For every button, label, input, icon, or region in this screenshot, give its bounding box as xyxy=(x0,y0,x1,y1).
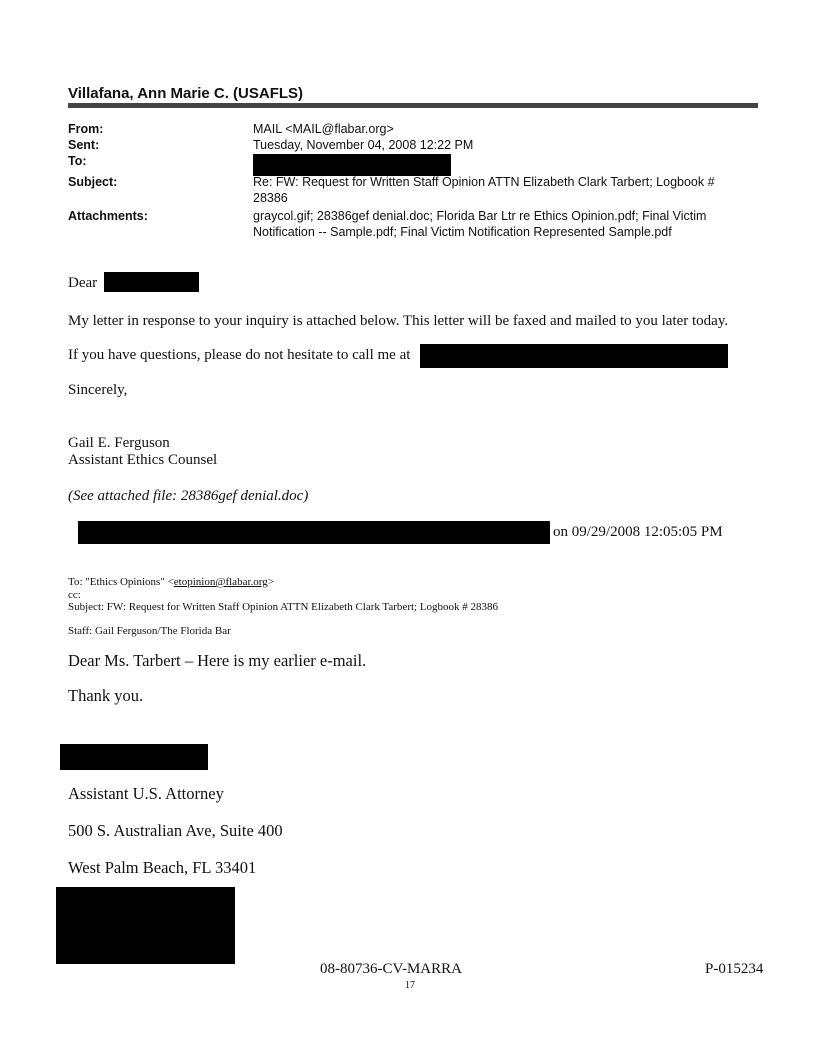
attachments-line-2: Notification -- Sample.pdf; Final Victim Notification Represented Sample.pdf xyxy=(253,225,672,239)
forward-timestamp: on 09/29/2008 12:05:05 PM xyxy=(553,524,723,540)
sender-redaction xyxy=(78,521,550,544)
closing: Sincerely, xyxy=(68,382,128,398)
forward-to-suffix: > xyxy=(267,576,274,588)
greeting: Dear xyxy=(68,275,98,291)
forward-cc-line: cc: xyxy=(68,589,81,601)
to-label: To: xyxy=(68,154,87,168)
contact-redaction xyxy=(56,887,235,964)
attachments-line-1: graycol.gif; 28386gef denial.doc; Florida Bar Ltr re Ethics Opinion.pdf; Final Victim xyxy=(253,209,707,223)
forward-to-email[interactable]: etopinion@flabar.org xyxy=(173,576,268,588)
case-number: 08-80736-CV-MARRA xyxy=(320,961,462,977)
bates-number: P-015234 xyxy=(705,961,764,977)
recipient-redaction xyxy=(104,272,199,292)
body-paragraph-2: If you have questions, please do not hesitate to call me at xyxy=(68,347,411,363)
header-divider xyxy=(68,103,758,108)
forward-greeting: Dear Ms. Tarbert – Here is my earlier e-mail. xyxy=(68,651,367,670)
subject-line-1: Re: FW: Request for Written Staff Opinion ATTN Elizabeth Clark Tarbert; Logbook # xyxy=(253,175,715,189)
sent-label: Sent: xyxy=(68,138,100,152)
body-paragraph-1: My letter in response to your inquiry is attached below. This letter will be faxed and mailed to you later today. xyxy=(68,313,729,329)
phone-redaction xyxy=(420,344,728,368)
mailbox-owner: Villafana, Ann Marie C. (USAFLS) xyxy=(68,85,304,102)
attachments-label: Attachments: xyxy=(68,209,148,223)
forward-staff-line: Staff: Gail Ferguson/The Florida Bar xyxy=(68,625,231,637)
forward-to-line xyxy=(68,576,274,588)
sender-address-2: West Palm Beach, FL 33401 xyxy=(68,858,257,877)
from-value: MAIL <MAIL@flabar.org> xyxy=(253,122,394,136)
sent-value: Tuesday, November 04, 2008 12:22 PM xyxy=(253,138,474,152)
signature-name: Gail E. Ferguson xyxy=(68,435,170,451)
subject-label: Subject: xyxy=(68,175,118,189)
forward-to-prefix: To: "Ethics Opinions" < xyxy=(68,576,174,588)
sender-address-1: 500 S. Australian Ave, Suite 400 xyxy=(68,821,283,840)
forward-name-redaction xyxy=(60,744,208,770)
forward-thanks: Thank you. xyxy=(68,686,144,705)
subject-line-2: 28386 xyxy=(253,191,288,205)
sender-title: Assistant U.S. Attorney xyxy=(68,784,224,803)
attached-file-note: (See attached file: 28386gef denial.doc) xyxy=(68,488,309,504)
page-number: 17 xyxy=(405,980,415,991)
signature-title: Assistant Ethics Counsel xyxy=(68,452,218,468)
from-label: From: xyxy=(68,122,104,136)
forward-subject-line: Subject: FW: Request for Written Staff Opinion ATTN Elizabeth Clark Tarbert; Logbook # 28386 xyxy=(68,601,499,613)
to-redaction xyxy=(253,154,451,176)
